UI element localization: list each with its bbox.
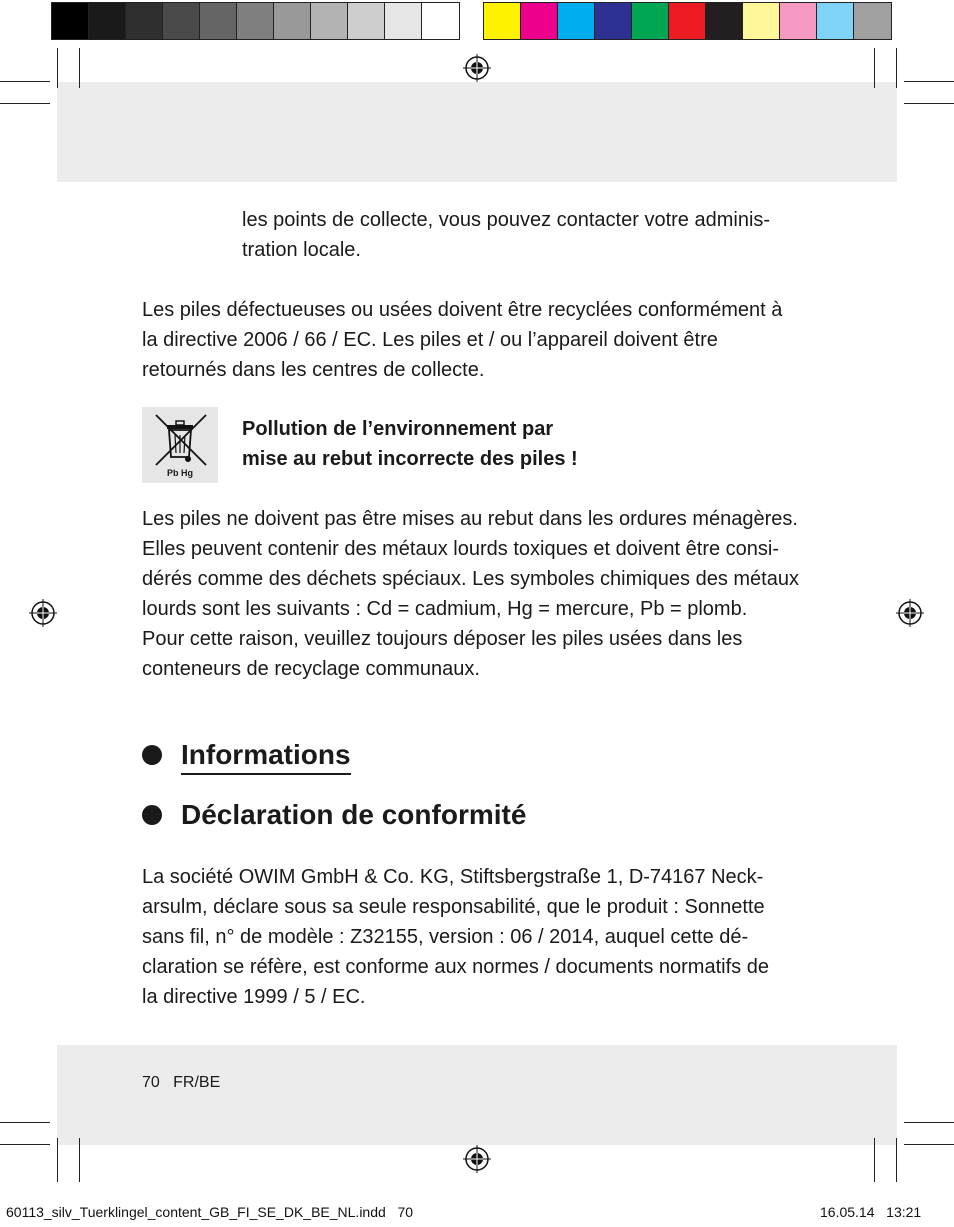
paragraph-line: la directive 2006 / 66 / EC. Les piles et / ou l’appareil doivent être — [142, 329, 718, 351]
color-swatch — [200, 3, 237, 39]
bullet-icon — [142, 745, 162, 765]
crop-mark — [57, 1138, 58, 1182]
color-swatch — [422, 3, 459, 39]
color-swatch — [595, 3, 632, 39]
color-swatch — [632, 3, 669, 39]
paragraph-line: claration se réfère, est conforme aux normes / documents normatifs de — [142, 956, 769, 978]
color-swatch — [521, 3, 558, 39]
process-color-bar — [483, 2, 892, 40]
color-swatch — [854, 3, 891, 39]
color-swatch — [484, 3, 521, 39]
crop-mark — [57, 48, 58, 88]
registration-mark-icon — [463, 1145, 491, 1173]
print-slug-timestamp — [820, 1204, 921, 1220]
crop-mark — [904, 1144, 954, 1145]
registration-mark-icon — [463, 54, 491, 82]
crop-mark — [0, 1122, 50, 1123]
paragraph-line: dérés comme des déchets spéciaux. Les symboles chimiques des métaux — [142, 568, 799, 590]
color-swatch — [669, 3, 706, 39]
warning-title-line: mise au rebut incorrecte des piles ! — [242, 448, 578, 470]
color-swatch — [780, 3, 817, 39]
slug-filename: 60113_silv_Tuerklingel_content_GB_FI_SE_DK_BE_NL.indd — [6, 1204, 386, 1220]
warning-title-line: Pollution de l’environnement par — [242, 418, 554, 440]
crop-mark — [904, 1122, 954, 1123]
crop-mark — [896, 1138, 897, 1182]
registration-mark-icon — [896, 599, 924, 627]
color-swatch — [558, 3, 595, 39]
color-swatch — [52, 3, 89, 39]
battery-recycling-paragraph — [142, 295, 842, 385]
paragraph-line: conteneurs de recyclage communaux. — [142, 658, 480, 680]
slug-page: 70 — [397, 1204, 414, 1220]
intro-line: les points de collecte, vous pouvez contacter votre adminis- — [242, 209, 771, 231]
color-swatch — [311, 3, 348, 39]
crop-mark — [896, 48, 897, 88]
page-number: 70 — [142, 1074, 160, 1091]
battery-disposal-paragraph — [142, 504, 842, 684]
color-swatch — [385, 3, 422, 39]
crop-mark — [79, 1138, 80, 1182]
registration-mark-icon — [29, 599, 57, 627]
color-swatch — [706, 3, 743, 39]
page-footer — [142, 1074, 220, 1092]
slug-time: 13:21 — [886, 1204, 922, 1220]
heavy-metals-label: Pb Hg — [167, 468, 193, 478]
paragraph-line: Les piles défectueuses ou usées doivent être recyclées conformément à — [142, 299, 783, 321]
color-swatch — [89, 3, 126, 39]
paragraph-line: la directive 1999 / 5 / EC. — [142, 986, 366, 1008]
crop-mark — [0, 81, 50, 82]
crop-mark — [874, 48, 875, 88]
paragraph-line: sans fil, n° de modèle : Z32155, version : 06 / 2014, auquel cette dé- — [142, 926, 749, 948]
section-heading: Informations — [181, 738, 351, 775]
paragraph-line: lourds sont les suivants : Cd = cadmium, Hg = mercure, Pb = plomb. — [142, 598, 748, 620]
color-swatch — [348, 3, 385, 39]
color-swatch — [237, 3, 274, 39]
paragraph-line: retournés dans les centres de collecte. — [142, 359, 485, 381]
color-swatch — [817, 3, 854, 39]
grayscale-color-bar — [51, 2, 460, 40]
color-swatch — [126, 3, 163, 39]
crop-mark — [0, 1144, 50, 1145]
footer-band — [57, 1045, 897, 1145]
crop-mark — [79, 48, 80, 88]
color-swatch — [743, 3, 780, 39]
intro-line: tration locale. — [242, 239, 361, 261]
paragraph-line: arsulm, déclare sous sa seule responsabilité, que le produit : Sonnette — [142, 896, 765, 918]
color-swatch — [163, 3, 200, 39]
crossed-bin-warning-box — [142, 407, 218, 483]
paragraph-line: Pour cette raison, veuillez toujours déposer les piles usées dans les — [142, 628, 743, 650]
crop-mark — [904, 103, 954, 104]
subsection-heading: Déclaration de conformité — [181, 799, 527, 830]
crop-mark — [874, 1138, 875, 1182]
paragraph-line: La société OWIM GmbH & Co. KG, Stiftsbergstraße 1, D-74167 Neck- — [142, 866, 764, 888]
header-band — [57, 82, 897, 182]
locale-label: FR/BE — [173, 1074, 221, 1091]
paragraph-line: Elles peuvent contenir des métaux lourds toxiques et doivent être consi- — [142, 538, 780, 560]
print-slug — [6, 1204, 413, 1220]
conformity-paragraph — [142, 862, 842, 1012]
color-swatch — [274, 3, 311, 39]
crop-mark — [0, 103, 50, 104]
crop-mark — [904, 81, 954, 82]
slug-date: 16.05.14 — [820, 1204, 875, 1220]
bullet-icon — [142, 805, 162, 825]
paragraph-line: Les piles ne doivent pas être mises au rebut dans les ordures ménagères. — [142, 508, 798, 530]
